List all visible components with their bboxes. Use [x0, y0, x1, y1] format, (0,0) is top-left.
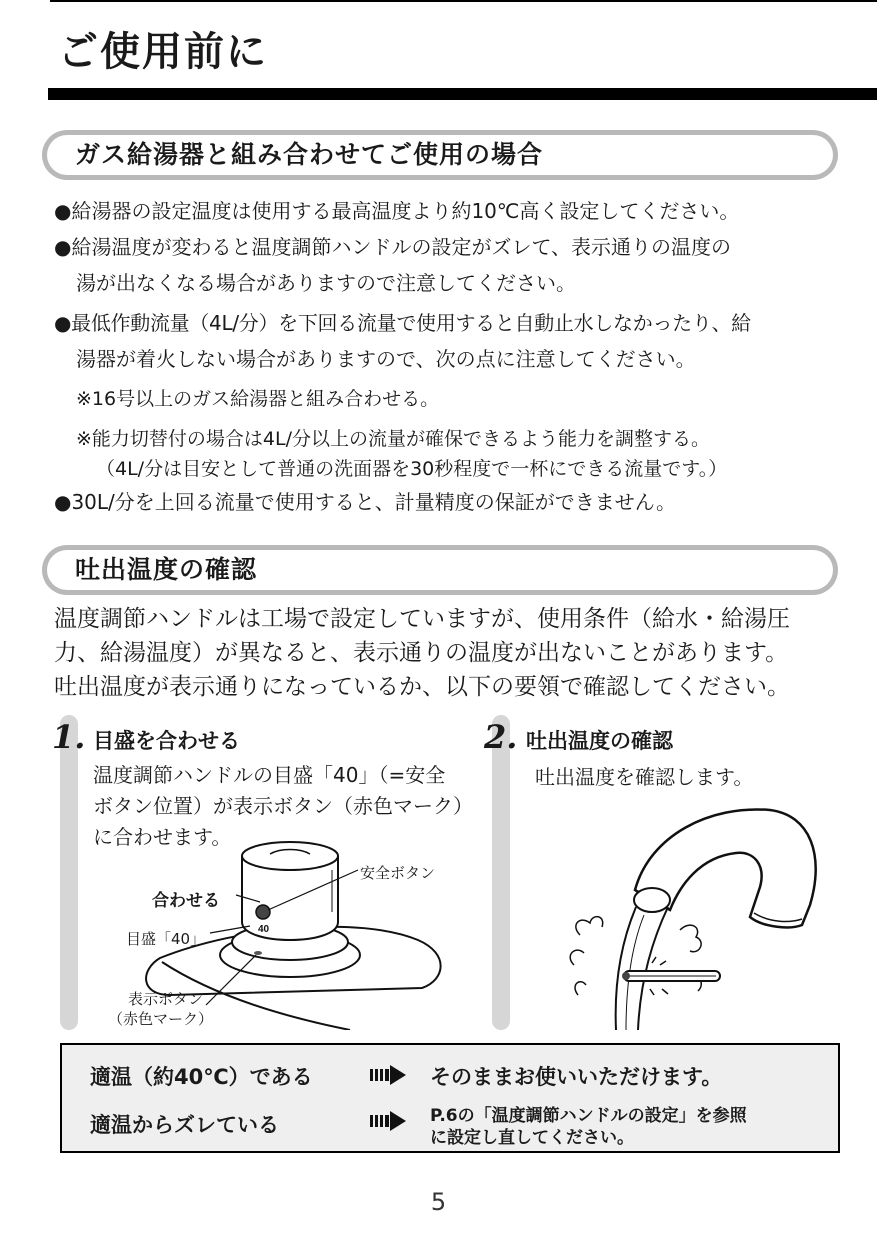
step1-text-1: 温度調節ハンドルの目盛「40」（=安全 [93, 763, 446, 787]
spout-thermometer-illustration [540, 795, 840, 1035]
section1-header [42, 130, 838, 180]
section1-line-3: 湯が出なくなる場合がありますので注意してください。 [76, 271, 576, 295]
section1-note-3: （4L/分は目安として普通の洗面器を30秒程度で一杯にできる流量です。） [96, 458, 728, 480]
section1-note-1: ※16号以上のガス給湯器と組み合わせる。 [76, 388, 440, 410]
dial-40-mark: 40 [258, 924, 270, 935]
section1-line-5: 湯器が着火しない場合がありますので、次の点に注意してください。 [76, 347, 696, 371]
result-row2-action-line1: P.6の「温度調節ハンドルの設定」を参照 [430, 1106, 747, 1126]
page-number: 5 [430, 1188, 447, 1216]
step1-side-strip [60, 715, 78, 1030]
label-align: 合わせる [152, 891, 220, 911]
title-underline-bar [48, 88, 877, 100]
label-safety-button: 安全ボタン [360, 864, 436, 882]
step2-title: 吐出温度の確認 [526, 729, 673, 753]
label-red-mark: （赤色マーク） [108, 1010, 214, 1028]
section1-title: ガス給湯器と組み合わせてご使用の場合 [75, 140, 544, 169]
section2-header [42, 545, 838, 595]
section1-line-9: ●30L/分を上回る流量で使用すると、計量精度の保証ができません。 [54, 490, 676, 514]
result-row2-condition: 適温からズレている [90, 1113, 279, 1137]
step1-text-3: に合わせます。 [93, 825, 232, 849]
section1-note-2: ※能力切替付の場合は4L/分以上の流量が確保できるよう能力を調整する。 [76, 428, 710, 450]
result-row2-action-line2: に設定し直してください。 [430, 1128, 634, 1148]
arrow-right-icon [370, 1111, 408, 1131]
section1-line-1: ●給湯器の設定温度は使用する最高温度より約10℃高く設定してください。 [54, 199, 740, 223]
top-rule [50, 0, 877, 2]
label-scale-40: 目盛「40」 [126, 930, 206, 948]
section2-line-3: 吐出温度が表示通りになっているか、以下の要領で確認してください。 [54, 674, 790, 700]
step2-number: 2. [484, 718, 518, 756]
step1-number: 1. [52, 718, 86, 756]
step2-side-strip [492, 715, 510, 1030]
step1-text-2: ボタン位置）が表示ボタン（赤色マーク） [93, 794, 473, 818]
result-box [60, 1043, 840, 1153]
section1-line-4: ●最低作動流量（4L/分）を下回る流量で使用すると自動止水しなかったり、給 [54, 311, 751, 335]
label-indicator-button: 表示ボタン [128, 990, 204, 1008]
result-row1-action: そのままお使いいただけます。 [430, 1065, 723, 1089]
section1-line-2: ●給湯温度が変わると温度調節ハンドルの設定がズレて、表示通りの温度の [54, 235, 732, 259]
section2-title: 吐出温度の確認 [75, 555, 258, 584]
section2-line-1: 温度調節ハンドルは工場で設定していますが、使用条件（給水・給湯圧 [54, 606, 790, 632]
page-title: ご使用前に [58, 29, 268, 75]
step1-title: 目盛を合わせる [93, 729, 240, 753]
arrow-right-icon [370, 1065, 408, 1085]
result-row1-condition: 適温（約40℃）である [90, 1065, 313, 1089]
step2-text: 吐出温度を確認します。 [535, 765, 754, 789]
section2-line-2: 力、給湯温度）が異なると、表示通りの温度が出ないことがあります。 [54, 640, 789, 666]
